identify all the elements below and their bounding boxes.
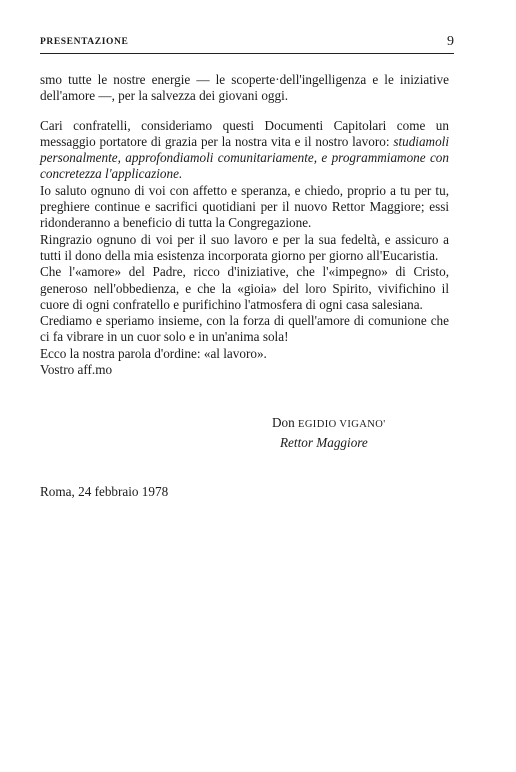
paragraph-amore: Che l'«amore» del Padre, ricco d'iniziative, che l'«impegno» di Cristo, generoso nell'obbedienza, e che la «gioia» del loro Spirito, vivifichino il cuore di ogni confratello e purifichino l'atmosfera di ogni casa salesiana. <box>40 264 449 312</box>
paragraph-cari-confratelli <box>40 118 449 183</box>
paragraph-italic-text: studiamoli personalmente, approfondiamoli comunitariamente, e programmiamone con concretezza l'applicazione. <box>40 133 449 182</box>
paragraph-ringrazio: Ringrazio ognuno di voi per il suo lavoro e per la sua fedeltà, e assicuro a tutti il dono della mia esistenza incorporata giorno per giorno all'Eucaristia. <box>40 231 449 263</box>
signature-name-line <box>272 414 386 434</box>
running-title: PRESENTAZIONE <box>40 37 129 47</box>
signature-name: EGIDIO VIGANO' <box>298 419 386 430</box>
paragraph-crediamo: Crediamo e speriamo insieme, con la forza di quell'amore di comunione che ci fa vibrare in un cuor solo e in un'anima sola! <box>40 313 449 345</box>
paragraph-parola-ordine: Ecco la nostra parola d'ordine: «al lavoro». <box>40 345 267 361</box>
signature-title: Rettor Maggiore <box>280 435 368 450</box>
paragraph-saluto: Io saluto ognuno di voi con affetto e speranza, e chiedo, proprio a tu per tu, preghiere continue e sacrifici quotidiani per il nuovo Rettor Maggiore; essi ridonderanno a beneficio di tutta la Congregazione. <box>40 182 449 231</box>
date-line: Roma, 24 febbraio 1978 <box>40 484 169 499</box>
body-text <box>40 72 449 378</box>
signature-block <box>272 414 386 452</box>
paragraph-lead-text: Cari confratelli, consideriamo questi Documenti Capitolari come un messaggio portatore di grazia per la nostra vita e il nostro lavoro: <box>40 117 449 149</box>
page-number: 9 <box>447 34 454 49</box>
paragraph-closing: Vostro aff.mo <box>40 362 113 378</box>
signature-prefix: Don <box>272 415 295 430</box>
running-header <box>40 34 454 54</box>
paragraph-continuation: smo tutte le nostre energie — le scoperte·dell'ingelligenza e le iniziative dell'amore —, per la salvezza dei giovani oggi. <box>40 72 449 104</box>
